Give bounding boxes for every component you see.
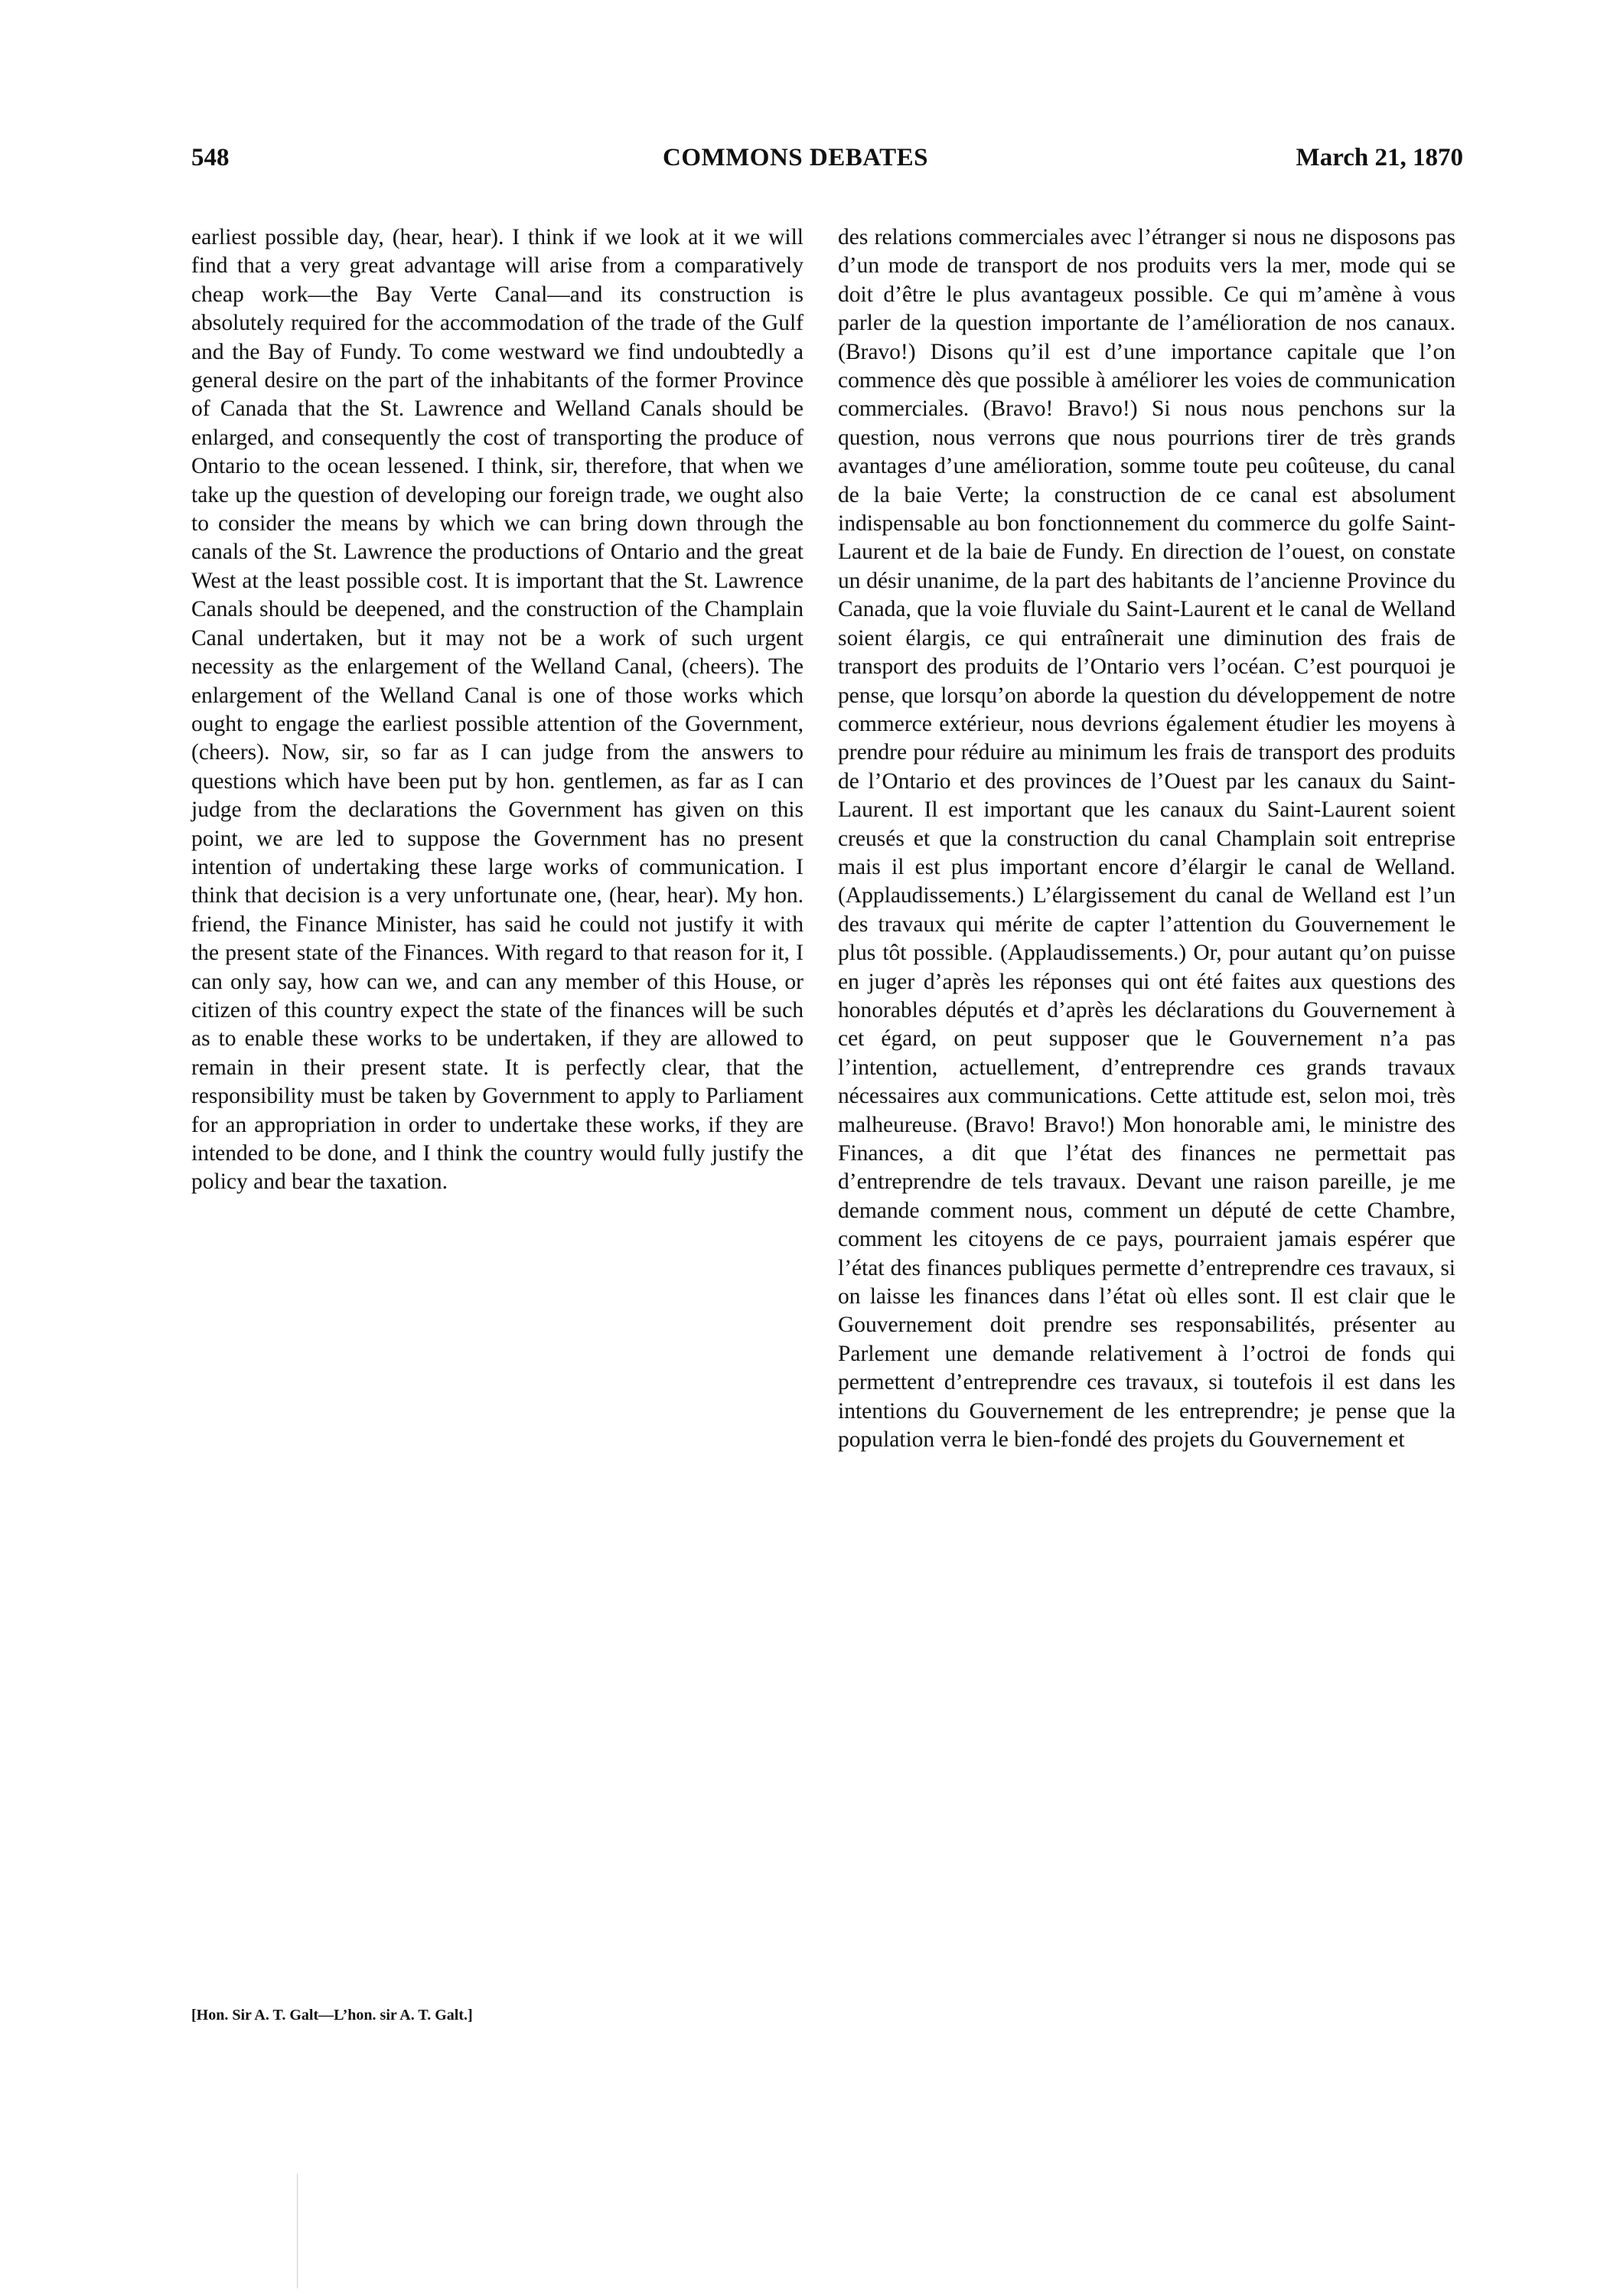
french-column-text: des relations commerciales avec l’étranger si nous ne disposons pas d’un mode de transport de nos produits vers la mer, mode qui se doit d’être le plus avantageux possible. Ce qui m’amène à vous parler de la question importante de l’amélioration de nos canaux. (Bravo!) Disons qu’il est d’une importance capitale que l’on commence dès que possible à améliorer les voies de communication commerciales. (Bravo! Bravo!) Si nous nous penchons sur la question, nous verrons que nous pourrions tirer de très grands avantages d’une amélioration, somme toute peu coûteuse, du canal de la baie Verte; la construction de ce canal est absolument indispensable au bon fonctionnement du commerce du golfe Saint-Laurent et de la baie de Fundy. En direction de l’ouest, on constate un désir unanime, de la part des habitants de l’ancienne Province du Canada, que la voie fluviale du Saint-Laurent et le canal de Welland soient élargis, ce qui entraînerait une diminution des frais de transport des produits de l’Ontario vers l’océan. C’est pourquoi je pense, que lorsqu’on aborde la question du développement de notre commerce extérieur, nous devrions également étudier les moyens à prendre pour réduire au minimum les frais de transport des produits de l’Ontario et des provinces de l’Ouest par les canaux du Saint-Laurent. Il est important que les canaux du Saint-Laurent soient creusés et que la construction du canal Champlain soit entreprise mais il est plus important encore d’élargir le canal de Welland. (Applaudissements.) L’élargissement du canal de Welland est l’un des travaux qui mérite de capter l’attention du Gouvernement le plus tôt possible. (Applaudissements.) Or, pour autant qu’on puisse en juger d’après les réponses qui ont été faites aux questions des honorables députés et d’après les déclarations du Gouvernement à cet égard, on peut supposer que le Gouvernement n’a pas l’intention, actuellement, d’entreprendre ces grands travaux nécessaires aux communications. Cette attitude est, selon moi, très malheureuse. (Bravo! Bravo!) Mon honorable ami, le ministre des Finances, a dit que l’état des finances ne permettait pas d’entreprendre de tels travaux. Devant une raison pareille, je me demande comment nous, comment un député de cette Chambre, comment les citoyens de ce pays, pourraient jamais espérer que l’état des finances publiques permette d’entreprendre ces travaux, si on laisse les finances dans l’état où elles sont. Il est clair que le Gouvernement doit prendre ses responsabilités, présenter au Parlement une demande relativement à l’octroi de fonds qui permettent d’entreprendre ces travaux, si toutefois il est dans les intentions du Gouvernement de les entreprendre; je pense que la population verra le bien-fondé des projets du Gouvernement et xyxy=(838,225,1455,1453)
running-title: COMMONS DEBATES xyxy=(663,144,929,171)
page-number: 548 xyxy=(191,144,230,171)
scan-artifact-line xyxy=(297,2174,298,2288)
speaker-footer-note: [Hon. Sir A. T. Galt—L’hon. sir A. T. Galt.] xyxy=(191,2007,473,2024)
english-column-text: earliest possible day, (hear, hear). I think if we look at it we will find that a very great advantage will arise from a comparatively cheap work—the Bay Verte Canal—and its construction is absolutely required for the accommodation of the trade of the Gulf and the Bay of Fundy. To come westward we find undoubtedly a general desire on the part of the inhabitants of the former Province of Canada that the St. Lawrence and Welland Canals should be enlarged, and consequently the cost of transporting the produce of Ontario to the ocean lessened. I think, sir, therefore, that when we take up the question of developing our foreign trade, we ought also to consider the means by which we can bring down through the canals of the St. Lawrence the productions of Ontario and the great West at the least possible cost. It is important that the St. Lawrence Canals should be deepened, and the construction of the Champlain Canal undertaken, but it may not be a work of such urgent necessity as the enlargement of the Welland Canal, (cheers). The enlargement of the Welland Canal is one of those works which ought to engage the earliest possible attention of the Government, (cheers). Now, sir, so far as I can judge from the answers to questions which have been put by hon. gentlemen, as far as I can judge from the declarations the Government has given on this point, we are led to suppose the Government has no present intention of undertaking these large works of communication. I think that decision is a very unfortunate one, (hear, hear). My hon. friend, the Finance Minister, has said he could not justify it with the present state of the Finances. With regard to that reason for it, I can only say, how can we, and can any member of this House, or citizen of this country expect the state of the finances will be such as to enable these works to be undertaken, if they are allowed to remain in their present state. It is perfectly clear, that the responsibility must be taken by Government to apply to Parliament for an appropriation in order to undertake these works, if they are intended to be done, and I think the country would fully justify the policy and bear the taxation. xyxy=(191,225,804,1195)
page-date: March 21, 1870 xyxy=(1296,144,1463,171)
